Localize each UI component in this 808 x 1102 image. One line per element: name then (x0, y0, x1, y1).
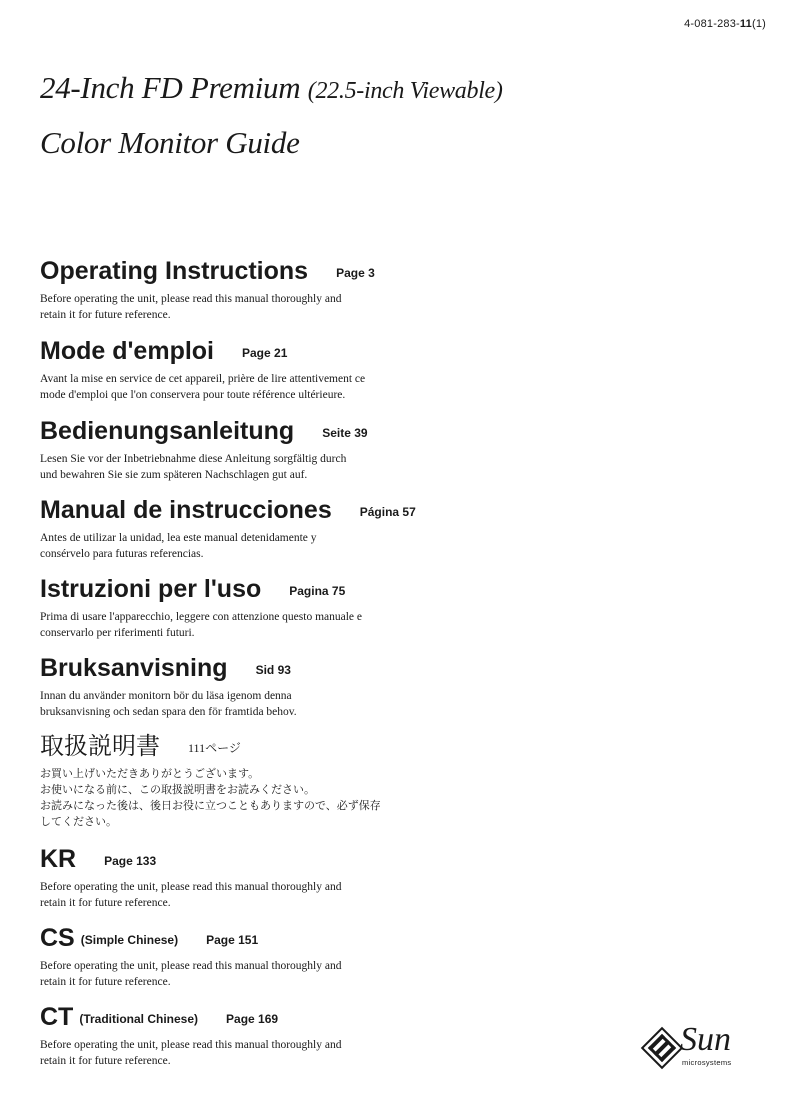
section-page: Page 151 (206, 933, 259, 947)
section-page: Page 21 (242, 346, 288, 360)
title-line-1: 24-Inch FD Premium (22.5-inch Viewable) (40, 70, 503, 105)
section-subtitle: (Traditional Chinese) (79, 1012, 199, 1026)
section-heading: Manual de instrucciones (40, 496, 332, 524)
section-french: Mode d'emploi Page 21 Avant la mise en service de cet appareil, prière de lire attentivement ce mode d'emploi que l'on conservera pour toute référence ultérieure. (40, 337, 366, 401)
document-number: 4-081-283-11(1) (684, 18, 766, 30)
title-line-2: Color Monitor Guide (40, 125, 300, 160)
section-swedish: Bruksanvisning Sid 93 Innan du använder monitorn bör du läsa igenom denna bruksanvisning och sedan spara den för framtida behov. (40, 654, 297, 718)
section-heading: 取扱説明書 (40, 732, 160, 760)
section-page: Page 3 (336, 266, 375, 280)
section-korean: KR Page 133 Before operating the unit, please read this manual thoroughly and retain it for future reference. (40, 845, 342, 909)
section-japanese: 取扱説明書 111ページ お買い上げいただきありがとうございます。 お使いになる前に、この取扱説明書をお読みください。 お読みになった後は、後日お役に立つこともありますので、必ず保存 してください。 (40, 732, 381, 828)
logo-wordmark: Sun (680, 1021, 731, 1058)
section-heading: Operating Instructions (40, 257, 309, 285)
section-spanish: Manual de instrucciones Página 57 Antes de utilizar la unidad, lea este manual detenidamente y consérvelo para futuras referencias. (40, 496, 416, 560)
section-heading: Bedienungsanleitung (40, 417, 295, 445)
section-subtitle: (Simple Chinese) (80, 933, 179, 947)
section-heading: Mode d'emploi (40, 337, 214, 365)
logo-subtitle: microsystems (682, 1058, 732, 1067)
section-heading: KR (40, 845, 77, 873)
section-heading: CS (40, 924, 75, 952)
section-german: Bedienungsanleitung Seite 39 Lesen Sie vor der Inbetriebnahme diese Anleitung sorgfältig durch und bewahren Sie sie zum späteren Nachschlagen gut auf. (40, 417, 368, 481)
section-page: Page 169 (226, 1012, 279, 1026)
section-heading: Istruzioni per l'uso (40, 575, 262, 603)
document-title (40, 62, 503, 169)
section-page: Página 57 (359, 505, 416, 519)
section-page: 111ページ (188, 741, 241, 755)
section-simple-chinese: CS (Simple Chinese) Page 151 Before operating the unit, please read this manual thoroughly and retain it for future reference. (40, 924, 342, 988)
section-traditional-chinese: CT (Traditional Chinese) Page 169 Before operating the unit, please read this manual thoroughly and retain it for future reference. (40, 1003, 342, 1067)
section-english: Operating Instructions Page 3 Before operating the unit, please read this manual thoroughly and retain it for future reference. (40, 257, 375, 321)
section-page: Pagina 75 (289, 584, 346, 598)
sun-microsystems-logo (640, 1022, 750, 1074)
section-italian: Istruzioni per l'uso Pagina 75 Prima di usare l'apparecchio, leggere con attenzione questo manuale e conservarlo per riferimenti futuri. (40, 575, 363, 639)
section-page: Sid 93 (255, 663, 291, 677)
section-heading: Bruksanvisning (40, 654, 228, 682)
section-page: Page 133 (104, 854, 157, 868)
sun-logo-icon (640, 1026, 684, 1070)
section-page: Seite 39 (322, 426, 368, 440)
section-heading: CT (40, 1003, 74, 1031)
